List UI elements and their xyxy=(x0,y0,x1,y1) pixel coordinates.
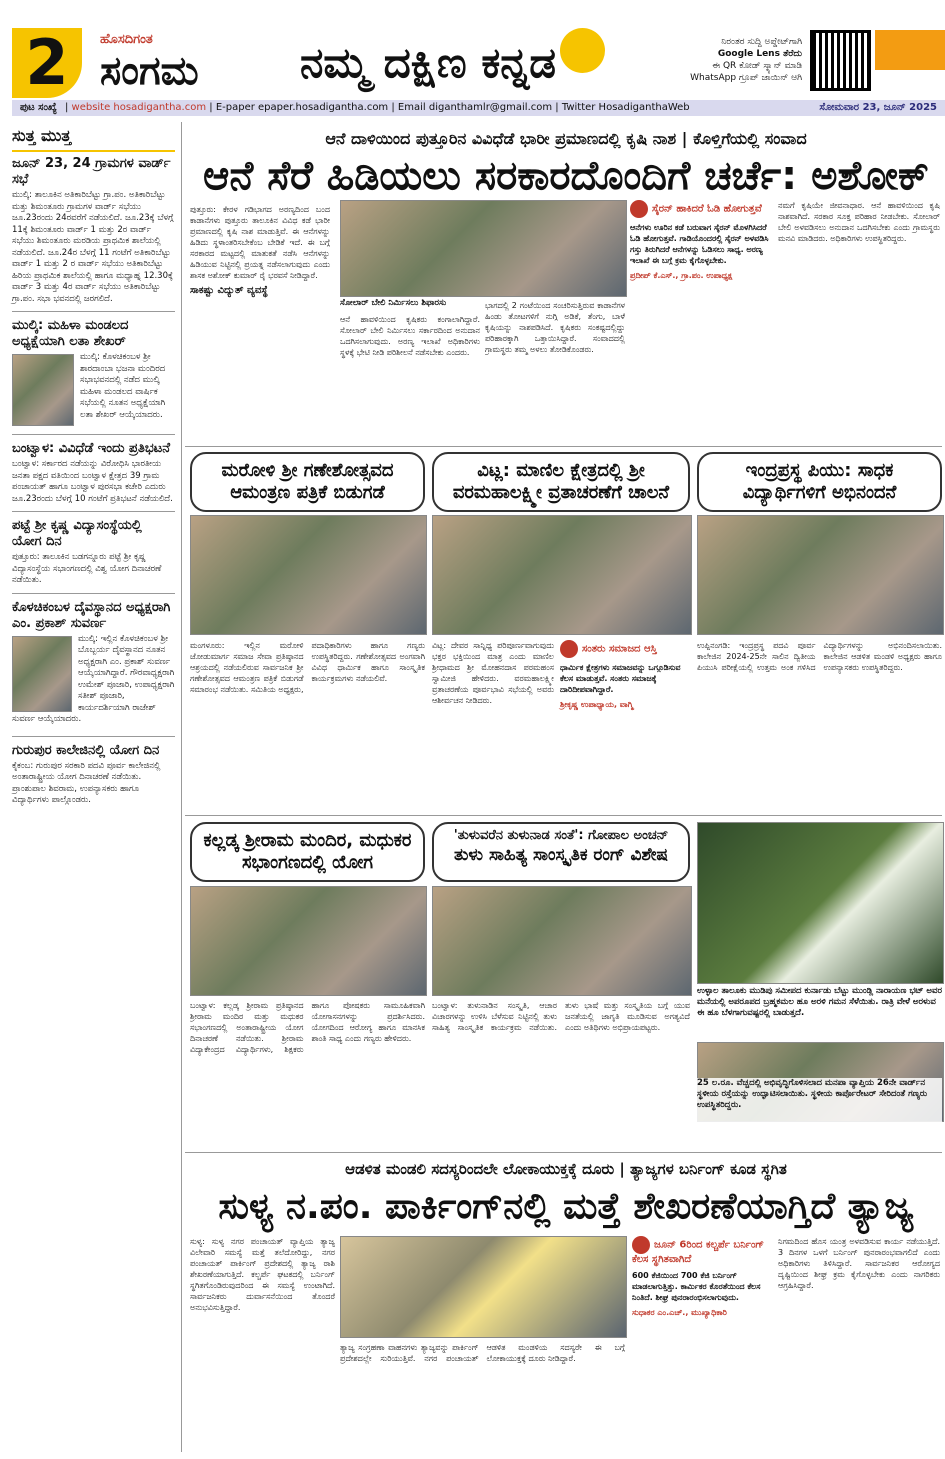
brand-title: ಸಂಗಮ xyxy=(100,48,199,94)
callout-dot-icon xyxy=(560,640,578,658)
lead-col-2: ಆನೆ ಹಾವಳಿಯಿಂದ ಕೃಷಿಕರು ಕಂಗಾಲಾಗಿದ್ದಾರೆ. ಸೋಲಾರ್ ಬೇಲಿ ನಿರ್ಮಿಸಲು ಸರ್ಕಾರದಿಂದ ಅನುದಾನ ಒದಗಿಸಲಾಗುವುದು. ಅರಣ್ಯ ಇಲಾಖೆ ಅಧಿಕಾರಿಗಳು ಸ್ಥಳಕ್ಕೆ ಭೇಟಿ ನೀಡಿ ಪರಿಶೀಲನೆ ನಡೆಸಬೇಕು ಎಂದರು. xyxy=(340,315,480,357)
qr-code-icon[interactable] xyxy=(810,30,871,91)
story-e-headline-box xyxy=(432,822,690,882)
qr-line-3: ಈ QR ಕೋಡ್ ಸ್ಕ್ಯಾನ್ ಮಾಡಿ xyxy=(712,61,802,71)
lead-col-5: ನಮಗೆ ಕೃಷಿಯೇ ಜೀವನಾಧಾರ. ಆನೆ ಹಾವಳಿಯಿಂದ ಕೃಷಿ ನಾಶವಾಗಿದೆ. ಸರಕಾರ ಸೂಕ್ತ ಪರಿಹಾರ ನೀಡಬೇಕು. ಸೋಲಾರ್ ಬೇಲಿ ಅಳವಡಿಸಲು ಅನುದಾನ ಒದಗಿಸಬೇಕು ಎಂದು ಗ್ರಾಮಸ್ಥರು ಮನವಿ ಮಾಡಿದರು. ಅಧಿಕಾರಿಗಳು ಉಪಸ್ಥಿತರಿದ್ದರು. xyxy=(778,201,940,243)
story-a-headline: ಮರೋಳಿ ಶ್ರೀ ಗಣೇಶೋತ್ಸವದ ಆಮಂತ್ರಣ ಪತ್ರಿಕೆ ಬಿಡುಗಡೆ xyxy=(190,452,425,512)
orange-block xyxy=(875,30,945,70)
lead-photo xyxy=(340,200,627,297)
sidebar xyxy=(12,122,175,1452)
bottom-photo xyxy=(340,1236,627,1338)
sidebar-divider xyxy=(181,122,182,1452)
story-d-photo xyxy=(190,886,427,996)
sidebar-body-1: ಮುಲ್ಕಿ: ತಾಲೂಕಿನ ಅತಿಕಾರಿಬೆಟ್ಟು ಗ್ರಾ.ಪಂ. ಅತಿಕಾರಿಬೆಟ್ಟು ಮತ್ತು ಶಿಮಂತೂರು ಗ್ರಾಮಗಳ ವಾರ್ಡ್ ಸಭೆಯು ಜೂ.23ರಂದು 24ರವರೆಗೆ ನಡೆಯಲಿದೆ. ಜೂ.23ಕ್ಕೆ ಬೆಳಗ್ಗೆ 11ಕ್ಕೆ ಶಿಮಂತೂರು ವಾರ್ಡ್ 1 ಮತ್ತು 2ರ ವಾರ್ಡ್ ಸಭೆಯು ಶಿಮಂತೂರು ಮರಡಿಯ ಪ್ರಾಥಮಿಕ ಶಾಲೆಯಲ್ಲಿ ನಡೆಯಲಿದೆ. ಜೂ.24ರ ಬೆಳಗ್ಗೆ 11 ಗಂಟೆಗೆ ಅತಿಕಾರಿಬೆಟ್ಟು ವಾರ್ಡ್ 1 ಮತ್ತು 2 ರ ವಾರ್ಡ್ ಸಭೆಯು ಅತಿಕಾರಿಬೆಟ್ಟು ಹಿರಿಯ ಪ್ರಾಥಮಿಕ ಶಾಲೆಯಲ್ಲಿ ಹಾಗೂ ಮಧ್ಯಾಹ್ನ 12.30ಕ್ಕೆ ವಾರ್ಡ್ 3 ಮತ್ತು 4ರ ವಾರ್ಡ್ ಸಭೆಯು ಅತಿಕಾರಿಬೆಟ್ಟು ಗ್ರಾ.ಪಂ. ಸಭಾ ಭವನದಲ್ಲಿ ಜರಗಲಿದೆ. xyxy=(12,190,174,304)
sidebar-body-3: ಬಂಟ್ವಾಳ: ಸರ್ಕಾರದ ನಡೆಯನ್ನು ವಿರೋಧಿಸಿ ಭಾರತೀಯ ಜನತಾ ಪಕ್ಷದ ವತಿಯಿಂದ ಬಂಟ್ವಾಳ ಕ್ಷೇತ್ರದ 39 ಗ್ರಾಮ ಪಂಚಾಯತ್ ಹಾಗೂ ಬಂಟ್ವಾಳ ಪುರಸಭಾ ಕಚೇರಿ ಎದುರು ಜೂ.23ರಂದು ಬೆಳಗ್ಗೆ 10 ಗಂಟೆಗೆ ಪ್ರತಿಭಟನೆ ನಡೆಯಲಿದೆ. xyxy=(12,459,173,504)
sidebar-logo: ಸುತ್ತ ಮುತ್ತ xyxy=(12,122,175,152)
story-d-headline: ಕಲ್ಲಡ್ಕ ಶ್ರೀರಾಮ ಮಂದಿರ, ಮಧುಕರ ಸಭಾಂಗಣದಲ್ಲಿ ಯೋಗ xyxy=(190,822,425,882)
story-b-body: ವಿಟ್ಲ: ದೇವರ ಸಾನ್ನಿಧ್ಯ ಪರಿಪೂರ್ಣವಾಗುವುದು ಭಕ್ತರ ಭಕ್ತಿಯಿಂದ ಮಾತ್ರ ಎಂದು ಮಾಣಿಲ ಶ್ರೀಧಾಮದ ಶ್ರೀ ಮೋಹನದಾಸ ಪರಮಹಂಸ ಸ್ವಾಮೀಜಿ ಹೇಳಿದರು. ವರಮಹಾಲಕ್ಷ್ಮೀ ವ್ರತಾಚರಣೆಯ ಪೂರ್ವಭಾವಿ ಸಭೆಯಲ್ಲಿ ಅವರು ಆಶೀರ್ವಚನ ನೀಡಿದರು. xyxy=(432,641,554,705)
lead-subhead: ಸಾಕಷ್ಟು ವಿದ್ಯುತ್ ವ್ಯವಸ್ಥೆ xyxy=(190,285,268,296)
story-b-callout xyxy=(560,640,690,810)
bottom-callout-body: 600 ಕೆಜಿಯಿಂದ 700 ಕೆಜಿ ಬರ್ನಿಂಗ್ ಮಾಡಲಾಗುತ್ತಿತ್ತು. ಕಾರ್ಮಿಕರ ಕೊರತೆಯಿಂದ ಕೆಲಸ ನಿಂತಿದೆ. ಶೀಘ್ರ ಪುನರಾರಂಭಿಸಲಾಗುವುದು. xyxy=(632,1271,761,1302)
sidebar-body-4: ಪುತ್ತೂರು: ತಾಲೂಕಿನ ಬಡಗನ್ನೂರು ಪಟ್ಟೆ ಶ್ರೀ ಕೃಷ್ಣ ವಿದ್ಯಾಸಂಸ್ಥೆಯ ಸಭಾಂಗಣದಲ್ಲಿ ವಿಶ್ವ ಯೋಗ ದಿನಾಚರಣೆ ನಡೆಯಿತು. xyxy=(12,552,162,585)
bottom-callout-title: ಜೂನ್ 6ರಿಂದ ಕಲ್ಚರ್ಪೆ ಬರ್ನಿಂಗ್ ಕೆಲಸ ಸ್ಥಗಿತವಾಗಿದೆ xyxy=(632,1239,765,1265)
qr-line-1: ನಿರಂತರ ಸುದ್ದಿ ಅಪ್ಡೇಟ್‌ಗಾಗಿ xyxy=(721,37,802,47)
story-b-callout-sign: ಶ್ರೀಕೃಷ್ಣ ಉಪಾಧ್ಯಾಯ, ವಾಗ್ಮಿ xyxy=(560,700,634,709)
row2-bottom-rule xyxy=(185,815,942,816)
bottom-col-4: ನಿಗಮದಿಂದ ಹೊಸ ಯಂತ್ರ ಅಳವಡಿಸುವ ಕಾರ್ಯ ನಡೆಯುತ್ತಿದೆ. 3 ದಿನಗಳ ಒಳಗೆ ಬರ್ನಿಂಗ್ ಪುನರಾರಂಭವಾಗಲಿದೆ ಎಂದು ಅಧಿಕಾರಿಗಳು ತಿಳಿಸಿದ್ದಾರೆ. ಸಾರ್ವಜನಿಕರ ಆರೋಗ್ಯದ ದೃಷ್ಟಿಯಿಂದ ಶೀಘ್ರ ಕ್ರಮ ಕೈಗೊಳ್ಳಬೇಕು ಎಂದು ನಾಗರಿಕರು ಆಗ್ರಹಿಸಿದ್ದಾರೆ. xyxy=(778,1237,940,1290)
callout-dot-icon xyxy=(632,1236,650,1254)
masthead: ನಮ್ಮ ದಕ್ಷಿಣ ಕನ್ನಡ xyxy=(300,38,557,87)
sidebar-title-5: ಕೊಳಚಿಕಂಬಳ ದೈವಸ್ಥಾನದ ಅಧ್ಯಕ್ಷರಾಗಿ ಎಂ. ಪ್ರಕಾಶ್ ಸುವರ್ಣ xyxy=(12,599,171,631)
story-c-headline: ಇಂದ್ರಪ್ರಸ್ಥ ಪಿಯು: ಸಾಧಕ ವಿದ್ಯಾರ್ಥಿಗಳಿಗೆ ಅಭಿನಂದನೆ xyxy=(697,452,942,512)
story-b-callout-title: ಸಂತರು ಸಮಾಜದ ಆಸ್ತಿ xyxy=(582,643,657,655)
email-link[interactable]: Email diganthamlr@gmail.com xyxy=(397,102,553,113)
story-b-callout-body: ಧಾರ್ಮಿಕ ಕ್ಷೇತ್ರಗಳು ಸಮಾಜವನ್ನು ಒಗ್ಗೂಡಿಸುವ ಕೆಲಸ ಮಾಡುತ್ತವೆ. ಸಂತರು ಸಮಾಜಕ್ಕೆ ದಾರಿದೀಪವಾಗಿದ್ದಾರೆ. xyxy=(560,663,681,694)
qr-line-2: Google Lens ತೆರೆದು xyxy=(717,49,802,59)
story-a-body: ಮಂಗಳೂರು: ಇಲ್ಲಿನ ಮರೋಳಿ ಜೋಡುಮಾರ್ಗ ಸಮಾಜ ಸೇವಾ ಪ್ರತಿಷ್ಠಾನದ ಆಶ್ರಯದಲ್ಲಿ ನಡೆಯಲಿರುವ ಸಾರ್ವಜನಿಕ ಶ್ರೀ ಗಣೇಶೋತ್ಸವದ ಆಮಂತ್ರಣ ಪತ್ರಿಕೆ ಬಿಡುಗಡೆ ಸಮಾರಂಭ ನಡೆಯಿತು. ಸಮಿತಿಯ ಅಧ್ಯಕ್ಷರು, ಪದಾಧಿಕಾರಿಗಳು ಹಾಗೂ ಗಣ್ಯರು ಉಪಸ್ಥಿತರಿದ್ದರು. ಗಣೇಶೋತ್ಸವದ ಅಂಗವಾಗಿ ವಿವಿಧ ಧಾರ್ಮಿಕ ಹಾಗೂ ಸಾಂಸ್ಕೃತಿಕ ಕಾರ್ಯಕ್ರಮಗಳು ನಡೆಯಲಿವೆ. xyxy=(190,641,425,694)
sidebar-title-1: ಜೂನ್ 23, 24 ಗ್ರಾಮಗಳ ವಾರ್ಡ್ ಸಭೆ xyxy=(12,156,171,187)
story-b-headline: ವಿಟ್ಲ: ಮಾಣಿಲ ಕ್ಷೇತ್ರದಲ್ಲಿ ಶ್ರೀ ವರಮಹಾಲಕ್ಷ್ಮೀ ವ್ರತಾಚರಣೆಗೆ ಚಾಲನೆ xyxy=(432,452,690,512)
section-label: ಪುಟ ಸಂಖ್ಯೆ xyxy=(20,102,57,113)
row3-bottom-rule xyxy=(185,1152,942,1153)
story-b-photo xyxy=(432,515,692,635)
sidebar-body-2: ಮುಲ್ಕಿ: ಕೊಳಚಿಕಂಬಳ ಶ್ರೀ ಶಾರದಾಂಬಾ ಭಜನಾ ಮಂದಿರದ ಸಭಾಭವನದಲ್ಲಿ ನಡೆದ ಮುಲ್ಕಿ ಮಹಿಳಾ ಮಂಡಲದ ವಾರ್ಷಿಕ ಸಭೆಯಲ್ಲಿ ನೂತನ ಅಧ್ಯಕ್ಷೆಯಾಗಿ ಲತಾ ಶೇಖರ್ ಆಯ್ಕೆಯಾದರು. xyxy=(80,352,166,420)
sidebar-body-6: ಕೈಕಂಬ: ಗುರುಪುರ ಸರಕಾರಿ ಪದವಿ ಪೂರ್ವ ಕಾಲೇಜಿನಲ್ಲಿ ಅಂತಾರಾಷ್ಟ್ರೀಯ ಯೋಗ ದಿನಾಚರಣೆ ನಡೆಯಿತು. ಪ್ರಾಂಶುಪಾಲ ಶಿವರಾಮ, ಉಪನ್ಯಾಸಕರು ಹಾಗೂ ವಿದ್ಯಾರ್ಥಿಗಳು ಪಾಲ್ಗೊಂಡರು. xyxy=(12,760,161,805)
brahmakamala-photo xyxy=(697,822,944,984)
bottom-col-2: ತ್ಯಾಜ್ಯ ಸಂಗ್ರಹಣಾ ವಾಹನಗಳು ತ್ಯಾಜ್ಯವನ್ನು ಪಾರ್ಕಿಂಗ್ ಪ್ರದೇಶದಲ್ಲೇ ಸುರಿಯುತ್ತಿವೆ. ನಗರ ಪಂಚಾಯತ್ ಆಡಳಿತ ಮಂಡಳಿಯ ಸದಸ್ಯರೇ ಈ ಬಗ್ಗೆ ಲೋಕಾಯುಕ್ತಕ್ಕೆ ದೂರು ನೀಡಿದ್ದಾರೆ. xyxy=(340,1343,625,1363)
twitter-link[interactable]: Twitter HosadiganthaWeb xyxy=(561,102,690,113)
bottom-callout xyxy=(632,1236,772,1452)
sidebar-title-3: ಬಂಟ್ವಾಳ: ವಿವಿಧೆಡೆ ಇಂದು ಪ್ರತಿಭಟನೆ xyxy=(12,441,170,456)
lead-callout-sign: ಪ್ರದೀಪ್ ಕೆ.ಎಸ್., ಗ್ರಾ.ಪಂ. ಉಪಾಧ್ಯಕ್ಷ xyxy=(630,271,733,280)
date-label: ಸೋಮವಾರ 23, ಜೂನ್ 2025 xyxy=(819,102,937,113)
story-f-caption-2: 25 ಲ.ರೂ. ವೆಚ್ಚದಲ್ಲಿ ಅಭಿವೃದ್ಧಿಗೊಳಿಸಲಾದ ಮನಪಾ ವ್ಯಾಪ್ತಿಯ 26ನೇ ವಾರ್ಡ್‌ನ ಸ್ಥಳೀಯ ರಸ್ತೆಯನ್ನು ಉದ್ಘಾಟಿಸಲಾಯಿತು. ಸ್ಥಳೀಯ ಕಾರ್ಪೊರೇಟರ್ ಸೇರಿದಂತೆ ಗಣ್ಯರು ಉಪಸ್ಥಿತರಿದ್ದರು. xyxy=(697,1078,942,1146)
story-c-body: ಉಪ್ಪಿನಂಗಡಿ: ಇಂದ್ರಪ್ರಸ್ಥ ಪದವಿ ಪೂರ್ವ ಕಾಲೇಜಿನ 2024-25ನೇ ಸಾಲಿನ ದ್ವಿತೀಯ ಪಿಯುಸಿ ಪರೀಕ್ಷೆಯಲ್ಲಿ ಉತ್ತಮ ಅಂಕ ಗಳಿಸಿದ ವಿದ್ಯಾರ್ಥಿಗಳನ್ನು ಅಭಿನಂದಿಸಲಾಯಿತು. ಕಾಲೇಜಿನ ಆಡಳಿತ ಮಂಡಳಿ ಅಧ್ಯಕ್ಷರು ಹಾಗೂ ಉಪನ್ಯಾಸಕರು ಉಪಸ್ಥಿತರಿದ್ದರು. xyxy=(697,641,942,672)
prakash-suvarna-photo xyxy=(12,636,72,712)
lead-callout-title: ಸೈರನ್ ಹಾಕಿದರೆ ಓಡಿ ಹೋಗುತ್ತವೆ xyxy=(652,203,762,215)
story-e-headline: ತುಳು ಸಾಹಿತ್ಯ ಸಾಂಸ್ಕೃತಿಕ ರಂಗ್ ವಿಶೇಷ xyxy=(454,845,668,865)
lead-callout xyxy=(630,200,770,350)
lata-shekhar-photo xyxy=(12,354,74,426)
lead-col-1-text: ಪುತ್ತೂರು: ಕೇರಳ ಗಡಿಭಾಗದ ಅರಣ್ಯದಿಂದ ಬಂದ ಕಾಡಾನೆಗಳು ಪುತ್ತೂರು ತಾಲೂಕಿನ ವಿವಿಧ ಕಡೆ ಭಾರೀ ಪ್ರಮಾಣದಲ್ಲಿ ಕೃಷಿ ನಾಶ ಮಾಡುತ್ತಿವೆ. ಈ ಆನೆಗಳನ್ನು ಹಿಡಿದು ಸ್ಥಳಾಂತರಿಸಬೇಕೆಂಬ ಬೇಡಿಕೆ ಇದೆ. ಈ ಬಗ್ಗೆ ಸರಕಾರದ ಮಟ್ಟದಲ್ಲಿ ಮಾತುಕತೆ ನಡೆಸಿ ಆನೆಗಳನ್ನು ಹಿಡಿಯುವ ನಿಟ್ಟಿನಲ್ಲಿ ಪ್ರಯತ್ನ ನಡೆಸಲಾಗುವುದು ಎಂದು ಶಾಸಕ ಅಶೋಕ್ ಕುಮಾರ್ ರೈ ಭರವಸೆ ನೀಡಿದ್ದಾರೆ. xyxy=(190,205,330,280)
story-e-body: ಬಂಟ್ವಾಳ: ತುಳುನಾಡಿನ ಸಂಸ್ಕೃತಿ, ಆಚಾರ ವಿಚಾರಗಳನ್ನು ಉಳಿಸಿ ಬೆಳೆಸುವ ನಿಟ್ಟಿನಲ್ಲಿ ತುಳು ಸಾಹಿತ್ಯ ಸಾಂಸ್ಕೃತಿಕ ಕಾರ್ಯಕ್ರಮ ನಡೆಯಿತು. ತುಳು ಭಾಷೆ ಮತ್ತು ಸಂಸ್ಕೃತಿಯ ಬಗ್ಗೆ ಯುವ ಜನತೆಯಲ್ಲಿ ಜಾಗೃತಿ ಮೂಡಿಸುವ ಅಗತ್ಯವಿದೆ ಎಂದು ಅತಿಥಿಗಳು ಅಭಿಪ್ರಾಯಪಟ್ಟರು. xyxy=(432,1001,690,1032)
sidebar-title-4: ಪಟ್ಟೆ ಶ್ರೀ ಕೃಷ್ಣ ವಿದ್ಯಾಸಂಸ್ಥೆಯಲ್ಲಿ ಯೋಗ ದಿನ xyxy=(12,518,142,549)
sidebar-title-2: ಮುಲ್ಕಿ: ಮಹಿಳಾ ಮಂಡಲದ ಅಧ್ಯಕ್ಷೆಯಾಗಿ ಲತಾ ಶೇಖರ್ xyxy=(12,318,129,349)
page-number: 2 xyxy=(12,28,82,98)
sidebar-title-6: ಗುರುಪುರ ಕಾಲೇಜಿನಲ್ಲಿ ಯೋಗ ದಿನ xyxy=(12,742,160,758)
lead-kicker: ಆನೆ ದಾಳಿಯಿಂದ ಪುತ್ತೂರಿನ ವಿವಿಧೆಡೆ ಭಾರೀ ಪ್ರಮಾಣದಲ್ಲಿ ಕೃಷಿ ನಾಶ | ಕೊಳ್ತಿಗೆಯಲ್ಲಿ ಸಂವಾದ xyxy=(325,129,807,148)
lead-headline: ಆನೆ ಸೆರೆ ಹಿಡಿಯಲು ಸರಕಾರದೊಂದಿಗೆ ಚರ್ಚೆ: ಅಶೋಕ್ xyxy=(203,153,929,199)
qr-line-4: WhatsApp ಗ್ರೂಪ್ ಜಾಯಿನ್ ಆಗಿ xyxy=(690,73,802,83)
website-link[interactable]: website hosadigantha.com xyxy=(71,102,207,113)
bottom-col-1: ಸುಳ್ಯ: ಸುಳ್ಯ ನಗರ ಪಂಚಾಯತ್ ವ್ಯಾಪ್ತಿಯ ತ್ಯಾಜ್ಯ ವಿಲೇವಾರಿ ಸಮಸ್ಯೆ ಮತ್ತೆ ತಲೆದೋರಿದ್ದು, ನಗರ ಪಂಚಾಯತ್ ಪಾರ್ಕಿಂಗ್ ಪ್ರದೇಶದಲ್ಲಿ ತ್ಯಾಜ್ಯ ರಾಶಿ ಶೇಖರಣೆಯಾಗುತ್ತಿದೆ. ಕಲ್ಚರ್ಪೆ ಘಟಕದಲ್ಲಿ ಬರ್ನಿಂಗ್ ಸ್ಥಗಿತಗೊಂಡಿರುವುದರಿಂದ ಈ ಸಮಸ್ಯೆ ಉಂಟಾಗಿದೆ. ಸಾರ್ವಜನಿಕರು ದುರ್ವಾಸನೆಯಿಂದ ತೊಂದರೆ ಅನುಭವಿಸುತ್ತಿದ್ದಾರೆ. xyxy=(190,1237,335,1312)
story-d-body: ಬಂಟ್ವಾಳ: ಕಲ್ಲಡ್ಕ ಶ್ರೀರಾಮ ಪ್ರತಿಷ್ಠಾನದ ಶ್ರೀರಾಮ ಮಂದಿರ ಮತ್ತು ಮಧುಕರ ಸಭಾಂಗಣದಲ್ಲಿ ಅಂತಾರಾಷ್ಟ್ರೀಯ ಯೋಗ ದಿನಾಚರಣೆ ನಡೆಯಿತು. ಶ್ರೀರಾಮ ವಿದ್ಯಾಕೇಂದ್ರದ ವಿದ್ಯಾರ್ಥಿಗಳು, ಶಿಕ್ಷಕರು ಹಾಗೂ ಪೋಷಕರು ಸಾಮೂಹಿಕವಾಗಿ ಯೋಗಾಸನಗಳನ್ನು ಪ್ರದರ್ಶಿಸಿದರು. ಯೋಗದಿಂದ ಆರೋಗ್ಯ ಹಾಗೂ ಮಾನಸಿಕ ಶಾಂತಿ ಸಾಧ್ಯ ಎಂದು ಗಣ್ಯರು ಹೇಳಿದರು. xyxy=(190,1001,425,1054)
info-bar: ಪುಟ ಸಂಖ್ಯೆ | website hosadigantha.com | E-paper epaper.hosadigantha.com | Email diganthamlr@gmail.com | Twitter HosadiganthaWeb ಸೋಮವಾರ 23, ಜೂನ್ 2025 xyxy=(12,100,945,116)
lead-bottom-rule xyxy=(185,446,942,447)
sidebar-body-5: ಮುಲ್ಕಿ: ಇಲ್ಲಿನ ಕೊಳಚಿಕಂಬಳ ಶ್ರೀ ಬೊಬ್ಬರ್ಯ ದೈವಸ್ಥಾನದ ನೂತನ ಅಧ್ಯಕ್ಷರಾಗಿ ಎಂ. ಪ್ರಕಾಶ್ ಸುವರ್ಣ ಆಯ್ಕೆಯಾಗಿದ್ದಾರೆ. ಗೌರವಾಧ್ಯಕ್ಷರಾಗಿ ಉಮೇಶ್ ಪೂಜಾರಿ, ಉಪಾಧ್ಯಕ್ಷರಾಗಿ ಸತೀಶ್ ಪೂಜಾರಿ, ಕಾರ್ಯದರ್ಶಿಯಾಗಿ ರಾಜೇಶ್ ಸುವರ್ಣ ಆಯ್ಕೆಯಾದರು. xyxy=(12,633,175,724)
bottom-kicker: ಆಡಳಿತ ಮಂಡಲಿ ಸದಸ್ಯರಿಂದಲೇ ಲೋಕಾಯುಕ್ತಕ್ಕೆ ದೂರು | ತ್ಯಾಜ್ಯಗಳ ಬರ್ನಿಂಗ್ ಕೂಡ ಸ್ಥಗಿತ xyxy=(345,1160,787,1178)
story-c-photo xyxy=(697,515,944,635)
bottom-callout-sign: ಸುಧಾಕರ ಎಂ.ಎಚ್., ಮುಖ್ಯಾಧಿಕಾರಿ xyxy=(632,1308,727,1317)
story-e-photo xyxy=(432,886,692,996)
qr-instructions xyxy=(690,36,802,84)
story-a-photo xyxy=(190,515,427,635)
lead-col-3: ಭಾಗದಲ್ಲಿ 2 ಗಂಟೆಯಿಂದ ಸಂಚರಿಸುತ್ತಿರುವ ಕಾಡಾನೆಗಳ ಹಿಂಡು ತೋಟಗಳಿಗೆ ನುಗ್ಗಿ ಅಡಿಕೆ, ತೆಂಗು, ಬಾಳೆ ಕೃಷಿಯನ್ನು ನಾಶಪಡಿಸಿದೆ. ಕೃಷಿಕರು ಸಂಕಷ್ಟದಲ್ಲಿದ್ದು ಪರಿಹಾರಕ್ಕಾಗಿ ಒತ್ತಾಯಿಸಿದ್ದಾರೆ. ಸಂವಾದದಲ್ಲಿ ಗ್ರಾಮಸ್ಥರು ತಮ್ಮ ಅಳಲು ತೋಡಿಕೊಂಡರು. xyxy=(485,301,625,354)
story-e-kicker: 'ತುಳುವರೆನ ತುಳುನಾಡ ಸಂತೆ': ಗೋಪಾಲ ಅಂಚನ್ xyxy=(453,828,669,843)
epaper-link[interactable]: E-paper epaper.hosadigantha.com xyxy=(215,102,389,113)
lead-callout-body: ಆನೆಗಳು ಊರಿನ ಕಡೆ ಬರುವಾಗ ಸೈರನ್ ಮೊಳಗಿಸಿದರೆ ಓಡಿ ಹೋಗುತ್ತವೆ. ಗಾಡಿಯೊಂದರಲ್ಲಿ ಸೈರನ್ ಅಳವಡಿಸಿ ಗಸ್ತು ತಿರುಗಿದರೆ ಆನೆಗಳನ್ನು ಓಡಿಸಲು ಸಾಧ್ಯ. ಅರಣ್ಯ ಇಲಾಖೆ ಈ ಬಗ್ಗೆ ಕ್ರಮ ಕೈಗೊಳ್ಳಬೇಕು. xyxy=(630,223,769,265)
brand-small: ಹೊಸದಿಗಂತ xyxy=(100,32,153,47)
lead-photo-caption: ಸೋಲಾರ್ ಬೇಲಿ ನಿರ್ಮಿಸಲು ಶಿಫಾರಸು xyxy=(340,298,447,308)
story-f-caption-1: ಉಳ್ಳಾಲ ತಾಲೂಕು ಮುಡಿಪು ಸಮೀಪದ ಕುರ್ನಾಡು ಬೆಟ್ಟು ಮುಂಡ್ಲಿ ನಾರಾಯಣ ಭಟ್ ಅವರ ಮನೆಯಲ್ಲಿ ಅಪರೂಪದ ಬ್ರಹ್ಮಕಮಲ ಹೂ ಅರಳಿ ಗಮನ ಸೆಳೆಯಿತು. ರಾತ್ರಿ ವೇಳೆ ಅರಳುವ ಈ ಹೂ ಬೆಳಗಾಗುವಷ್ಟರಲ್ಲಿ ಬಾಡುತ್ತದೆ. xyxy=(697,986,942,1018)
callout-dot-icon xyxy=(630,200,648,218)
lead-col-1 xyxy=(190,204,330,442)
bottom-headline: ಸುಳ್ಯ ನ.ಪಂ. ಪಾರ್ಕಿಂಗ್‌ನಲ್ಲಿ ಮತ್ತೆ ಶೇಖರಣೆಯಾಗ್ತಿದೆ ತ್ಯಾಜ್ಯ xyxy=(218,1186,914,1227)
